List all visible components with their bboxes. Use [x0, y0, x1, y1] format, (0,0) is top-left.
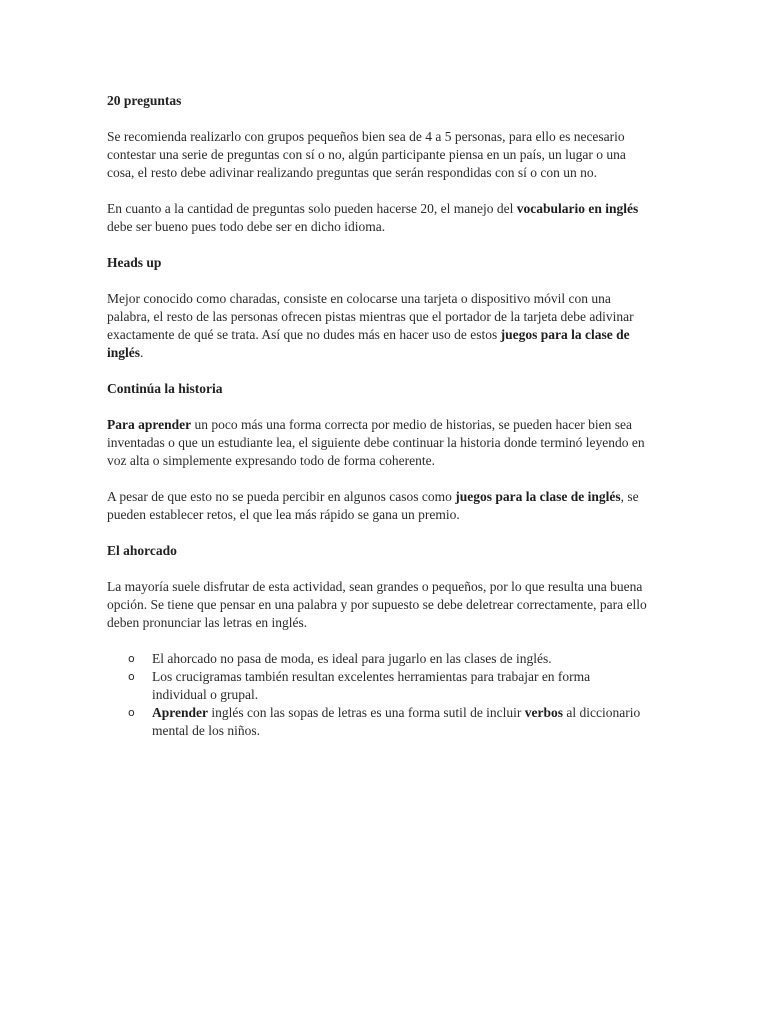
text-run: al diccionario mental de los niños. [152, 705, 641, 738]
text-run: un poco más una forma correcta por medio de historias, se pueden hacer bien sea inventadas o que un estudiante lea, el siguiente debe continuar la historia donde terminó leyendo en voz alta o simplemente expresando todo de forma coherente. [107, 417, 645, 468]
bold-text: juegos para la clase de inglés [455, 489, 621, 504]
paragraph-20-preguntas-intro: Se recomienda realizarlo con grupos pequeños bien sea de 4 a 5 personas, para ello es necesario contestar una serie de preguntas con sí o no, algún participante piensa en un país, un lugar o una cosa, el resto debe adivinar realizando preguntas que serán respondidas con sí o con un no. [107, 129, 626, 180]
bold-text: Para aprender [107, 417, 192, 432]
bullet-icon: o [128, 652, 135, 665]
paragraph-20-preguntas-vocabulario [107, 200, 647, 236]
section-heading-continua-la-historia: Continúa la historia [107, 381, 223, 396]
section-heading-heads-up: Heads up [107, 255, 162, 270]
bullet-icon: o [128, 670, 135, 683]
list-item [107, 650, 647, 668]
paragraph-el-ahorcado: La mayoría suele disfrutar de esta actividad, sean grandes o pequeños, por lo que resulta una buena opción. Se tiene que pensar en una palabra y por supuesto se debe deletrear correctamente, para ello deben pronunciar las letras en inglés. [107, 579, 647, 630]
bullet-list [107, 650, 647, 740]
text-run: , se pueden establecer retos, el que lea más rápido se gana un premio. [107, 489, 639, 522]
list-item-text: El ahorcado no pasa de moda, es ideal para jugarlo en las clases de inglés. [152, 651, 552, 666]
paragraph-heads-up [107, 290, 647, 362]
text-run: A pesar de que esto no se pueda percibir en algunos casos como [107, 489, 456, 504]
bullet-icon: o [128, 706, 135, 719]
paragraph-historia-aprender [107, 416, 647, 470]
section-heading-20-preguntas: 20 preguntas [107, 93, 182, 108]
text-run: En cuanto a la cantidad de preguntas solo pueden hacerse 20, el manejo del [107, 201, 517, 216]
text-run: debe ser bueno pues todo debe ser en dicho idioma. [107, 219, 386, 234]
bold-text: juegos para la clase de inglés [107, 327, 630, 360]
section-heading-el-ahorcado: El ahorcado [107, 543, 177, 558]
bold-text: Aprender [152, 705, 208, 720]
bold-text: vocabulario en inglés [516, 201, 639, 216]
bold-text: verbos [524, 705, 564, 720]
paragraph-historia-retos [107, 488, 647, 524]
text-run: inglés con las sopas de letras es una forma sutil de incluir [208, 705, 525, 720]
list-item-text: Los crucigramas también resultan excelentes herramientas para trabajar en forma individual o grupal. [152, 669, 591, 702]
list-item [107, 668, 647, 704]
text-run: Mejor conocido como charadas, consiste en colocarse una tarjeta o dispositivo móvil con una palabra, el resto de las personas ofrecen pistas mientras que el portador de la tarjeta debe adivinar exactamente de qué se trata. Así que no dudes más en hacer uso de estos [107, 291, 634, 342]
list-item [107, 704, 647, 740]
document-page [107, 92, 647, 740]
text-run: . [140, 345, 144, 360]
